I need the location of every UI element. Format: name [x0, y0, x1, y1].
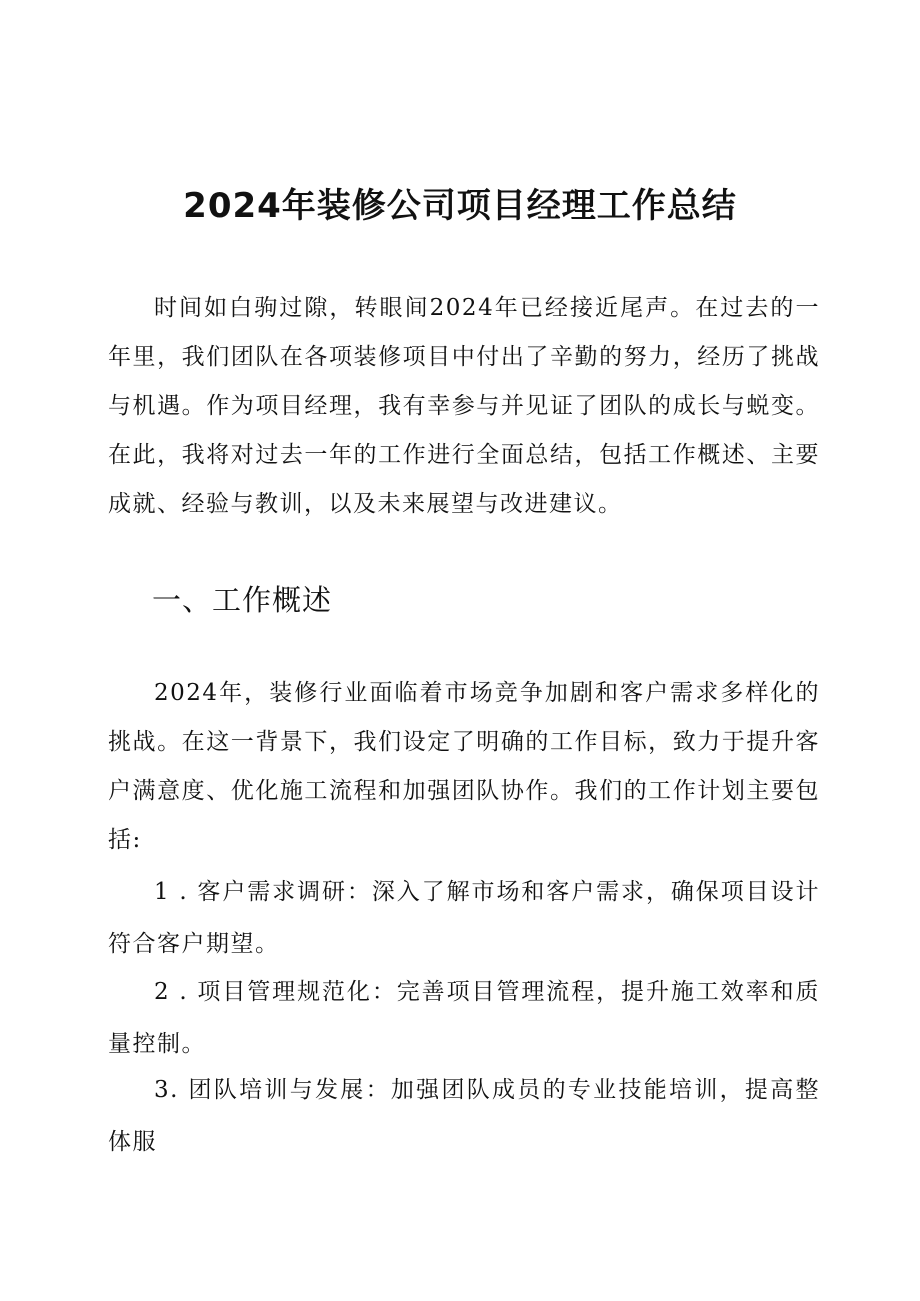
list-item: 2 . 项目管理规范化：完善项目管理流程，提升施工效率和质量控制。 — [108, 979, 820, 1057]
list-item: 1 . 客户需求调研：深入了解市场和客户需求，确保项目设计符合客户期望。 — [108, 879, 820, 957]
document-title: 2024年装修公司项目经理工作总结 — [183, 186, 737, 226]
section-heading-work-overview: 一、工作概述 — [152, 583, 333, 617]
list-item: 3. 团队培训与发展：加强团队成员的专业技能培训，提高整体服 — [108, 1077, 820, 1155]
section-body-paragraph: 2024年，装修行业面临着市场竞争加剧和客户需求多样化的挑战。在这一背景下，我们设定了明确的工作目标，致力于提升客户满意度、优化施工流程和加强团队协作。我们的工作计划主要包括: — [108, 680, 820, 853]
intro-paragraph: 时间如白驹过隙，转眼间2024年已经接近尾声。在过去的一年里，我们团队在各项装修项目中付出了辛勤的努力，经历了挑战与机遇。作为项目经理，我有幸参与并见证了团队的成长与蜕变。在此，我将对过去一年的工作进行全面总结，包括工作概述、主要成就、经验与教训，以及未来展望与改进建议。 — [108, 295, 820, 517]
